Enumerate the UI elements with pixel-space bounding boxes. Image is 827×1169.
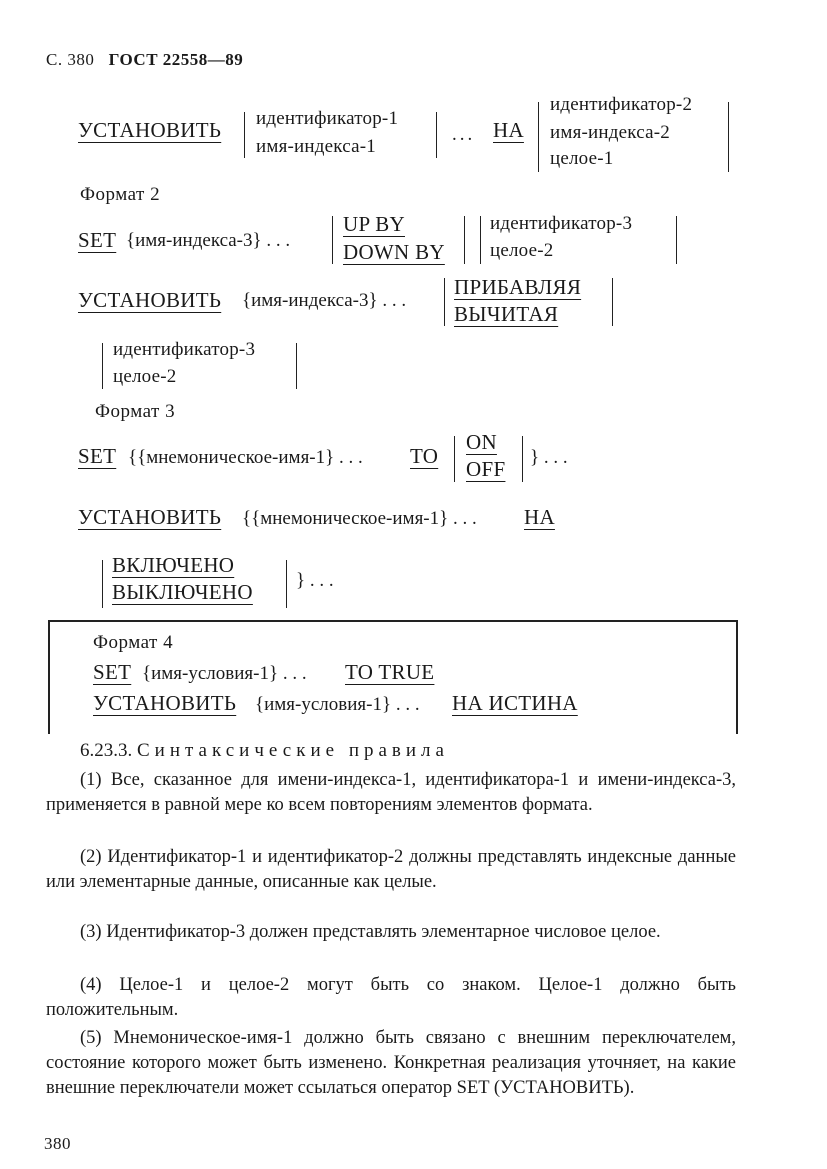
f2-en-verb: SET <box>78 228 117 252</box>
f2-en-dir-2: DOWN BY <box>343 240 445 264</box>
f2-ru-val-1: идентификатор-3 <box>113 339 256 360</box>
f1-left-option-1: идентификатор-1 <box>256 108 399 129</box>
f4-en-verb: SET <box>93 660 132 684</box>
f2-ru-val-2: целое-2 <box>113 366 177 387</box>
f3-en-opt-1: ON <box>466 430 497 454</box>
f3-ru-opt-1: ВКЛЮЧЕНО <box>112 553 235 577</box>
f1-right-option-1: идентификатор-2 <box>550 94 693 115</box>
f3-ru-verb: УСТАНОВИТЬ <box>78 505 222 529</box>
rule-2 <box>46 845 736 895</box>
rule-1-text: (1) Все, сказанное для имени-индекса-1, идентификатора-1 и имени-индекса-3, применяется в равной мере ко всем повторениям элементов формата. <box>46 770 736 815</box>
format3-title: Формат 3 <box>95 401 176 422</box>
f2-ru-verb: УСТАНОВИТЬ <box>78 288 222 312</box>
f1-verb: УСТАНОВИТЬ <box>78 118 222 142</box>
f1-right-option-2: имя-индекса-2 <box>550 122 670 143</box>
rule-1 <box>46 768 736 843</box>
page-header <box>46 50 243 70</box>
f1-right-brace <box>538 102 539 172</box>
f3-ru-tail: } . . . <box>296 570 334 591</box>
f2-ru-dir-brace-close <box>608 278 613 326</box>
section-title: Синтаксические правила <box>137 740 449 761</box>
f3-en-opt-brace <box>454 436 455 482</box>
f3-ru-operand: {{мнемоническое-имя-1} . . . <box>242 508 477 529</box>
rule-5 <box>46 1026 736 1101</box>
f4-ru-verb: УСТАНОВИТЬ <box>93 691 237 715</box>
f2-en-val-brace <box>480 216 481 264</box>
f1-ellipsis: ... <box>452 124 476 145</box>
f2-ru-val-brace <box>102 343 103 389</box>
f2-ru-val-brace-close <box>292 343 297 389</box>
f2-en-dir-brace-close <box>460 216 465 264</box>
f4-ru-operand: {имя-условия-1} . . . <box>255 694 420 715</box>
page-number: 380 <box>44 1134 71 1153</box>
format4-title: Формат 4 <box>93 632 174 653</box>
standard-number: ГОСТ 22558—89 <box>108 50 244 69</box>
f2-ru-operand: {имя-индекса-3} . . . <box>242 290 407 311</box>
format2-title: Формат 2 <box>80 184 161 205</box>
rule-3 <box>46 920 736 970</box>
f1-preposition: НА <box>493 118 524 142</box>
f1-left-brace <box>244 112 245 158</box>
rule-5-text: (5) Мнемоническое-имя-1 должно быть связано с внешним переключателем, состояние которого может быть изменено. Конкретная реализация уточняет, на какие внешние переключатели может ссылаться оператор SET (УСТАНОВИТЬ). <box>46 1028 736 1098</box>
f2-ru-dir-2: ВЫЧИТАЯ <box>454 302 559 326</box>
page-ref: С. 380 <box>46 50 95 69</box>
f2-en-dir-brace <box>332 216 333 264</box>
f3-ru-opt-2: ВЫКЛЮЧЕНО <box>112 580 253 604</box>
f3-ru-opt-brace <box>102 560 103 608</box>
f2-ru-dir-brace <box>444 278 445 326</box>
f1-right-option-3: целое-1 <box>550 148 614 169</box>
f2-en-val-brace-close <box>672 216 677 264</box>
f4-en-phrase: TO TRUE <box>345 660 435 684</box>
rule-3-text: (3) Идентификатор-3 должен представлять элементарное числовое целое. <box>80 922 661 942</box>
f1-left-option-2: имя-индекса-1 <box>256 136 376 157</box>
f3-en-opt-brace-close <box>518 436 523 482</box>
f2-en-val-2: целое-2 <box>490 240 554 261</box>
f3-en-operand: {{мнемоническое-имя-1} . . . <box>128 447 363 468</box>
f3-en-preposition: TO <box>410 444 439 468</box>
f2-en-dir-1: UP BY <box>343 212 405 236</box>
f2-en-val-1: идентификатор-3 <box>490 213 633 234</box>
f1-right-brace-close <box>724 102 729 172</box>
f3-en-verb: SET <box>78 444 117 468</box>
rule-4-text: (4) Целое-1 и целое-2 могут быть со знаком. Целое-1 должно быть положительным. <box>46 975 736 1020</box>
f3-ru-opt-brace-close <box>282 560 287 608</box>
rule-4 <box>46 973 736 1023</box>
f1-left-brace-close <box>432 112 437 158</box>
f2-en-operand: {имя-индекса-3} . . . <box>126 230 291 251</box>
f2-ru-dir-1: ПРИБАВЛЯЯ <box>454 275 582 299</box>
section-heading <box>80 740 449 762</box>
f4-ru-phrase: НА ИСТИНА <box>452 691 578 715</box>
f3-ru-preposition: НА <box>524 505 555 529</box>
section-number: 6.23.3. <box>80 740 133 761</box>
rule-2-text: (2) Идентификатор-1 и идентификатор-2 должны представлять индексные данные или элементарные данные, описанные как целые. <box>46 847 736 892</box>
f3-en-opt-2: OFF <box>466 457 506 481</box>
f3-en-tail: } . . . <box>530 447 568 468</box>
f4-en-operand: {имя-условия-1} . . . <box>142 663 307 684</box>
